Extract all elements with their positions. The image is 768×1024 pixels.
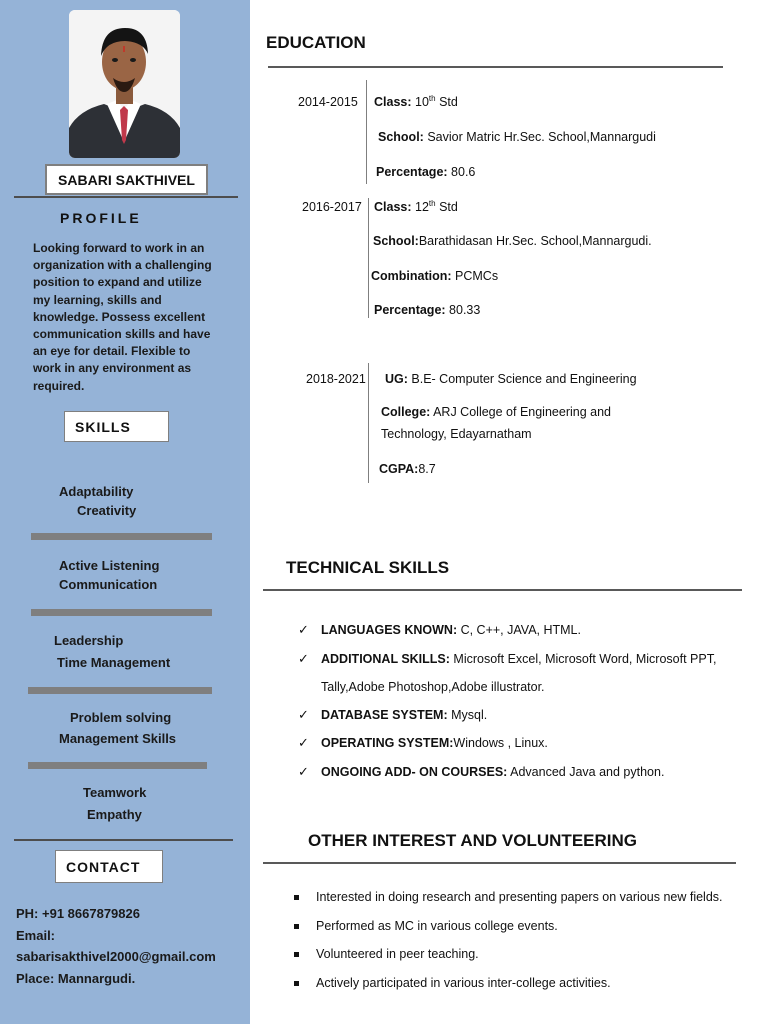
education-percentage: Percentage: 80.33 bbox=[374, 303, 481, 317]
bullet-icon bbox=[294, 952, 299, 957]
bullet-icon bbox=[294, 981, 299, 986]
interests-list bbox=[294, 883, 734, 997]
profile-photo bbox=[69, 10, 180, 158]
skills-heading: SKILLS bbox=[64, 411, 169, 442]
technical-skills-heading: TECHNICAL SKILLS bbox=[286, 558, 450, 577]
list-item: ✓ ONGOING ADD- ON COURSES: Advanced Java and python. bbox=[298, 758, 728, 787]
contact-divider bbox=[14, 839, 233, 841]
skill-item: Active Listening bbox=[59, 558, 160, 573]
contact-place: Place: Mannargudi. bbox=[16, 970, 136, 986]
interests-divider bbox=[263, 862, 736, 864]
education-school: School: Savior Matric Hr.Sec. School,Mannargudi bbox=[378, 130, 656, 144]
education-years: 2014-2015 bbox=[298, 95, 358, 109]
list-item: ✓ DATABASE SYSTEM: Mysql. bbox=[298, 701, 728, 730]
bullet-icon bbox=[294, 895, 299, 900]
technical-skills-divider bbox=[263, 589, 742, 591]
profile-summary: Looking forward to work in an organization with a challenging position to expand and utilize my learning, skills and knowledge. Possess excellent communication skills and have an eye for detail. Flexible to work in any environment as required. bbox=[33, 241, 212, 393]
skill-item: Leadership bbox=[54, 633, 124, 648]
skill-item: Problem solving bbox=[70, 710, 172, 725]
list-item: Volunteered in peer teaching. bbox=[294, 940, 734, 969]
contact-email-label: Email: bbox=[16, 927, 56, 943]
contact-details bbox=[16, 903, 246, 989]
skill-divider bbox=[31, 533, 212, 540]
bullet-icon bbox=[294, 924, 299, 929]
list-item: ✓ OPERATING SYSTEM:Windows , Linux. bbox=[298, 729, 728, 758]
name-divider bbox=[14, 196, 238, 198]
sidebar bbox=[0, 0, 250, 1024]
interests-heading: OTHER INTEREST AND VOLUNTEERING bbox=[308, 831, 637, 850]
education-years: 2016-2017 bbox=[302, 200, 362, 214]
education-years: 2018-2021 bbox=[306, 372, 366, 386]
education-class: Class: 10th Std bbox=[374, 93, 458, 109]
profile-heading: PROFILE bbox=[60, 210, 142, 226]
list-item: Interested in doing research and presenting papers on various new fields. bbox=[294, 883, 734, 912]
candidate-name: SABARI SAKTHIVEL bbox=[45, 164, 208, 195]
list-item: ✓ ADDITIONAL SKILLS: Microsoft Excel, Microsoft Word, Microsoft PPT, Tally,Adobe Photoshop,Adobe illustrator. bbox=[298, 645, 728, 701]
education-ug: UG: B.E- Computer Science and Engineering bbox=[385, 372, 637, 386]
education-heading: EDUCATION bbox=[266, 33, 366, 52]
checkmark-icon: ✓ bbox=[298, 622, 309, 637]
contact-phone: PH: +91 8667879826 bbox=[16, 906, 140, 921]
timeline-line bbox=[368, 363, 369, 483]
education-class: Class: 12th Std bbox=[374, 198, 458, 214]
timeline-line bbox=[366, 80, 367, 184]
skill-divider bbox=[28, 687, 212, 694]
skill-item: Communication bbox=[59, 577, 158, 592]
list-item: Performed as MC in various college events. bbox=[294, 912, 734, 941]
skill-item: Adaptability bbox=[59, 484, 134, 499]
education-cgpa: CGPA:8.7 bbox=[379, 462, 436, 476]
skill-item: Management Skills bbox=[59, 731, 177, 746]
education-divider bbox=[268, 66, 723, 68]
skill-item: Empathy bbox=[87, 807, 142, 822]
skill-divider bbox=[31, 609, 212, 616]
checkmark-icon: ✓ bbox=[298, 735, 309, 750]
education-percentage: Percentage: 80.6 bbox=[376, 165, 476, 179]
checkmark-icon: ✓ bbox=[298, 650, 309, 666]
skill-item: Teamwork bbox=[83, 785, 147, 800]
contact-heading: CONTACT bbox=[55, 850, 163, 883]
education-combination: Combination: PCMCs bbox=[371, 269, 499, 283]
checkmark-icon: ✓ bbox=[298, 706, 309, 722]
list-item: Actively participated in various inter-college activities. bbox=[294, 969, 734, 998]
checkmark-icon: ✓ bbox=[298, 763, 309, 779]
contact-email[interactable]: sabarisakthivel2000@gmail.com bbox=[16, 949, 216, 964]
technical-skills-list bbox=[298, 616, 728, 786]
education-school: School:Barathidasan Hr.Sec. School,Mannargudi. bbox=[373, 234, 652, 248]
timeline-line bbox=[368, 198, 369, 318]
person-portrait-icon bbox=[69, 10, 180, 158]
list-item: ✓ LANGUAGES KNOWN: C, C++, JAVA, HTML. bbox=[298, 616, 728, 645]
education-college: College: ARJ College of Engineering and bbox=[381, 405, 611, 419]
skill-divider bbox=[28, 762, 207, 769]
education-college-cont: Technology, Edayarnatham bbox=[381, 427, 532, 441]
skill-item: Time Management bbox=[57, 655, 171, 670]
skill-item: Creativity bbox=[77, 503, 137, 518]
